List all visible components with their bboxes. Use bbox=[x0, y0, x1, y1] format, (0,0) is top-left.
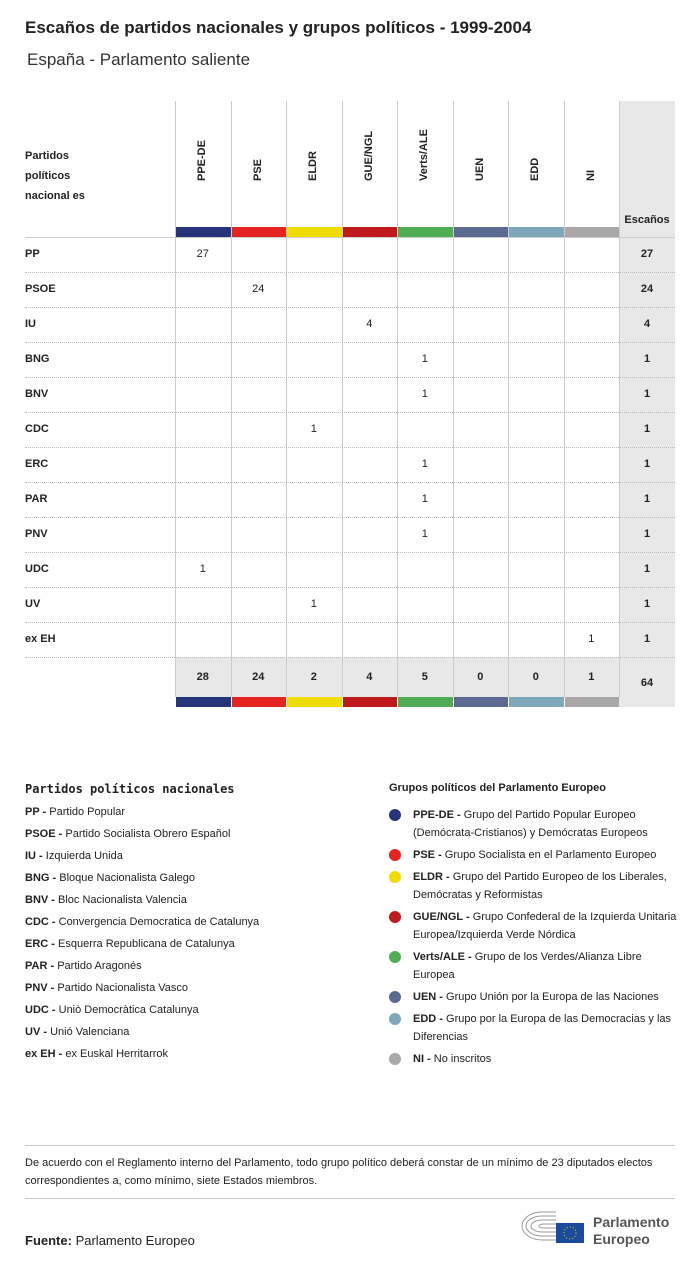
legend-name: Convergencia Democratica de Catalunya bbox=[58, 916, 260, 928]
grand-total: 64 bbox=[640, 677, 654, 689]
row-party-label: BNG bbox=[25, 353, 50, 365]
column-divider bbox=[342, 101, 399, 697]
column-header-ppe-de: PPE-DE bbox=[196, 140, 208, 181]
legend-national-item bbox=[25, 872, 259, 894]
table-cell: 1 bbox=[421, 388, 428, 400]
legend-abbr: Verts/ALE - bbox=[413, 951, 472, 963]
row-party-label: BNV bbox=[25, 388, 49, 400]
row-party-label: PNV bbox=[25, 528, 48, 540]
source bbox=[25, 1233, 195, 1248]
legend-name: Uniò Democràtica Catalunya bbox=[58, 1004, 199, 1016]
legend-national-item bbox=[25, 850, 259, 872]
table-cell: 1 bbox=[421, 528, 428, 540]
legend-name: Grupo del Partido Europeo de los Liberales, Demócratas y Reformistas bbox=[413, 871, 667, 901]
legend-national-item bbox=[25, 1026, 259, 1048]
column-total: 0 bbox=[532, 671, 539, 683]
legend-name: Grupo Unión por la Europa de las Naciones bbox=[446, 991, 659, 1003]
row-total: 1 bbox=[643, 388, 651, 400]
legend-national bbox=[25, 782, 260, 1060]
page-subtitle: España - Parlamento saliente bbox=[27, 50, 251, 69]
row-total: 27 bbox=[640, 248, 654, 260]
group-color-bar bbox=[232, 697, 287, 707]
legend-abbr: UV - bbox=[25, 1026, 47, 1038]
row-divider bbox=[25, 482, 675, 483]
source-label: Fuente: bbox=[25, 1233, 72, 1248]
legend-name: Unió Valenciana bbox=[50, 1026, 130, 1038]
table-cell: 4 bbox=[366, 318, 373, 330]
group-color-bar bbox=[176, 697, 231, 707]
legend-groups-title: Grupos políticos del Parlamento Europeo bbox=[389, 782, 606, 794]
row-divider bbox=[25, 412, 675, 413]
legend-color-dot-icon bbox=[389, 871, 401, 883]
legend-abbr: PSE - bbox=[413, 849, 442, 861]
table-cell: 24 bbox=[252, 283, 265, 295]
header-rule bbox=[25, 237, 675, 238]
legend-national-item bbox=[25, 960, 259, 982]
group-color-bar bbox=[454, 227, 509, 237]
legend-abbr: IU - bbox=[25, 850, 43, 862]
column-divider bbox=[564, 101, 621, 697]
legend-abbr: PPE-DE - bbox=[413, 809, 461, 821]
column-header-gue-ngl: GUE/NGL bbox=[362, 130, 375, 181]
parliament-logo-icon bbox=[520, 1208, 590, 1244]
row-total: 24 bbox=[640, 283, 654, 295]
legend-color-dot-icon bbox=[389, 911, 401, 923]
row-divider bbox=[25, 447, 675, 448]
row-header: Partidos políticos nacional es bbox=[25, 150, 85, 202]
table-cell: 1 bbox=[310, 598, 317, 610]
row-total: 1 bbox=[643, 528, 651, 540]
row-party-label: CDC bbox=[25, 423, 49, 435]
legend-abbr: PNV - bbox=[25, 982, 55, 994]
column-header-verts-ale: Verts/ALE bbox=[418, 129, 430, 181]
group-color-bar bbox=[565, 697, 620, 707]
legend-national-item bbox=[25, 1004, 259, 1026]
page-title: Escaños de partidos nacionales y grupos políticos - 1999-2004 bbox=[25, 18, 532, 37]
legend-abbr: PP - bbox=[25, 806, 47, 818]
row-divider bbox=[25, 377, 675, 378]
row-divider bbox=[25, 272, 675, 273]
legend-color-dot-icon bbox=[389, 1013, 401, 1025]
row-total: 1 bbox=[643, 598, 651, 610]
row-party-label: UV bbox=[25, 598, 41, 610]
row-divider bbox=[25, 307, 675, 308]
group-color-bar bbox=[176, 227, 231, 237]
row-total: 1 bbox=[643, 423, 651, 435]
legend-national-item bbox=[25, 828, 259, 850]
row-divider bbox=[25, 657, 675, 658]
legend-name: Izquierda Unida bbox=[45, 850, 123, 862]
row-divider bbox=[25, 517, 675, 518]
column-total: 2 bbox=[310, 671, 317, 683]
total-header: Escaños bbox=[624, 214, 670, 226]
column-header-edd: EDD bbox=[529, 157, 541, 181]
legend-color-dot-icon bbox=[389, 951, 401, 963]
legend-abbr: PAR - bbox=[25, 960, 55, 972]
group-color-bar bbox=[565, 227, 620, 237]
table-cell: 1 bbox=[421, 493, 428, 505]
table-cell: 1 bbox=[421, 458, 428, 470]
row-divider bbox=[25, 587, 675, 588]
legend-abbr: GUE/NGL - bbox=[413, 911, 470, 923]
legend-national-item bbox=[25, 894, 259, 916]
legend-group-item bbox=[389, 846, 679, 864]
table-cell: 1 bbox=[421, 353, 428, 365]
legend-color-dot-icon bbox=[389, 849, 401, 861]
column-total: 4 bbox=[366, 671, 373, 683]
group-color-bar bbox=[509, 697, 564, 707]
legend-name: Partido Popular bbox=[49, 806, 126, 818]
footnote: De acuerdo con el Reglamento interno del Parlamento, todo grupo político deberá constar de un mínimo de 23 diputados electos correspondientes a, como mínimo, siete Estados miembros. bbox=[25, 1145, 675, 1199]
column-header-uen: UEN bbox=[473, 157, 486, 181]
column-divider bbox=[453, 101, 510, 697]
legend-name: Grupo por la Europa de las Democracias y las Diferencias bbox=[413, 1013, 672, 1043]
legend-group-item bbox=[389, 988, 679, 1006]
legend-national-item bbox=[25, 916, 259, 938]
legend-national-item bbox=[25, 1048, 259, 1070]
table-cell: 1 bbox=[588, 633, 595, 645]
legend-abbr: NI - bbox=[413, 1053, 431, 1065]
column-divider bbox=[175, 101, 232, 697]
row-total: 1 bbox=[643, 458, 651, 470]
group-color-bar bbox=[343, 697, 398, 707]
legend-name: Grupo del Partido Popular Europeo (Demócrata-Cristianos) y Demócratas Europeos bbox=[413, 809, 648, 839]
group-color-bar bbox=[232, 227, 287, 237]
legend-color-dot-icon bbox=[389, 1053, 401, 1065]
row-party-label: ERC bbox=[25, 458, 49, 470]
column-total: 5 bbox=[421, 671, 428, 683]
legend-abbr: UEN - bbox=[413, 991, 443, 1003]
legend-name: Grupo Socialista en el Parlamento Europeo bbox=[444, 849, 657, 861]
table-cell: 1 bbox=[310, 423, 317, 435]
group-color-bar bbox=[343, 227, 398, 237]
legend-abbr: ERC - bbox=[25, 938, 55, 950]
legend-group-item bbox=[389, 908, 679, 944]
legend-name: Grupo Confederal de la Izquierda Unitaria Europea/Izquierda Verde Nórdica bbox=[413, 911, 677, 941]
group-color-bar bbox=[287, 697, 342, 707]
legend-group-item bbox=[389, 868, 679, 904]
column-total: 28 bbox=[196, 671, 209, 683]
legend-group-item bbox=[389, 948, 679, 984]
row-divider bbox=[25, 622, 675, 623]
row-total: 4 bbox=[643, 318, 651, 330]
column-header-ni: NI bbox=[584, 170, 597, 181]
column-header-eldr: ELDR bbox=[307, 151, 319, 181]
legend-national-title: Partidos políticos nacionales bbox=[25, 782, 235, 796]
row-divider bbox=[25, 342, 675, 343]
column-total: 24 bbox=[252, 671, 265, 683]
group-color-bar bbox=[454, 697, 509, 707]
row-party-label: PSOE bbox=[25, 283, 56, 295]
table-cell: 1 bbox=[199, 563, 206, 575]
legend-abbr: BNV - bbox=[25, 894, 55, 906]
legend-groups bbox=[389, 782, 679, 1072]
legend-name: Partido Nacionalista Vasco bbox=[57, 982, 189, 994]
column-header-pse: PSE bbox=[251, 158, 264, 181]
row-total: 1 bbox=[643, 563, 651, 575]
legend-abbr: EDD - bbox=[413, 1013, 443, 1025]
column-divider bbox=[231, 101, 288, 697]
legend-abbr: CDC - bbox=[25, 916, 56, 928]
row-party-label: UDC bbox=[25, 563, 49, 575]
group-color-bar bbox=[509, 227, 564, 237]
legend-name: No inscritos bbox=[433, 1053, 492, 1065]
legend-name: Esquerra Republicana de Catalunya bbox=[58, 938, 235, 950]
row-party-label: PAR bbox=[25, 493, 48, 505]
legend-abbr: UDC - bbox=[25, 1004, 56, 1016]
group-color-bar bbox=[398, 697, 453, 707]
legend-group-item bbox=[389, 1050, 679, 1068]
row-divider bbox=[25, 552, 675, 553]
logo-text: Parlamento Europeo bbox=[593, 1214, 670, 1247]
legend-name: Bloc Nacionalista Valencia bbox=[58, 894, 187, 906]
legend-color-dot-icon bbox=[389, 809, 401, 821]
legend-abbr: ELDR - bbox=[413, 871, 450, 883]
row-party-label: ex EH bbox=[25, 633, 56, 645]
legend-abbr: BNG - bbox=[25, 872, 57, 884]
legend-group-item bbox=[389, 806, 679, 842]
row-party-label: IU bbox=[25, 318, 36, 330]
column-total: 1 bbox=[588, 671, 595, 683]
legend-name: ex Euskal Herritarrok bbox=[65, 1048, 169, 1060]
legend-group-item bbox=[389, 1010, 679, 1046]
group-color-bar bbox=[287, 227, 342, 237]
legend-national-item bbox=[25, 938, 259, 960]
legend-name: Grupo de los Verdes/Alianza Libre Europea bbox=[413, 951, 642, 981]
row-total: 1 bbox=[643, 493, 651, 505]
legend-abbr: PSOE - bbox=[25, 828, 63, 840]
legend-color-dot-icon bbox=[389, 991, 401, 1003]
row-party-label: PP bbox=[25, 248, 40, 260]
column-total: 0 bbox=[477, 671, 484, 683]
legend-national-item bbox=[25, 982, 259, 1004]
legend-name: Bloque Nacionalista Galego bbox=[59, 872, 195, 884]
legend-national-item bbox=[25, 806, 259, 828]
legend-name: Partido Aragonés bbox=[57, 960, 142, 972]
group-color-bar bbox=[398, 227, 453, 237]
table-cell: 27 bbox=[196, 248, 209, 260]
source-value: Parlamento Europeo bbox=[75, 1233, 195, 1248]
column-divider bbox=[508, 101, 565, 697]
legend-name: Partido Socialista Obrero Español bbox=[65, 828, 231, 840]
row-total: 1 bbox=[643, 353, 651, 365]
legend-abbr: ex EH - bbox=[25, 1048, 63, 1060]
row-total: 1 bbox=[643, 633, 651, 645]
